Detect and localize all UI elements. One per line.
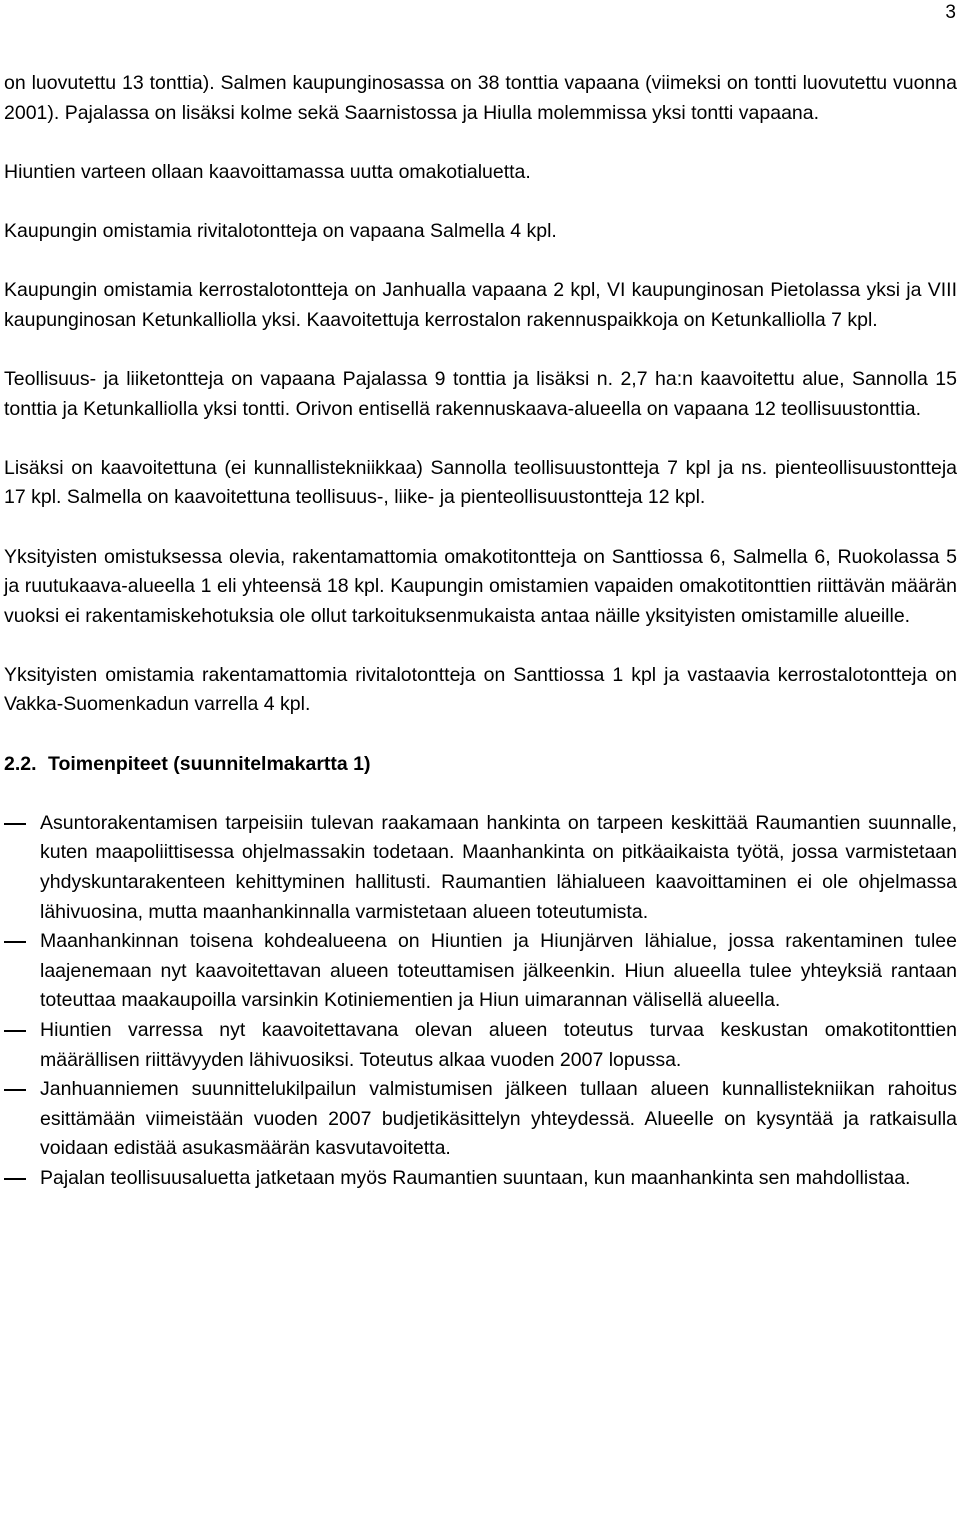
dash-bullet-icon [4, 1178, 26, 1180]
section-title: Toimenpiteet (suunnitelmakartta 1) [48, 752, 371, 775]
dash-bullet-icon [4, 823, 26, 825]
list-item [4, 809, 957, 927]
dash-bullet-icon [4, 941, 26, 943]
paragraph-lisaksi-kaavoitettuna: Lisäksi on kaavoitettuna (ei kunnallistekniikkaa) Sannolla teollisuustontteja 7 kpl ja ns. pienteollisuustontteja 17 kpl. Salmella on kaavoitettuna teollisuus-, liike- ja pienteollisuustontteja 12 kpl. [4, 456, 957, 509]
paragraph-hiuntie: Hiuntien varteen ollaan kaavoittamassa uutta omakotialuetta. [4, 160, 531, 183]
list-item [4, 927, 957, 1016]
list-item [4, 1164, 957, 1194]
list-item-text: Maanhankinnan toisena kohdealueena on Hiuntien ja Hiunjärven lähialue, jossa rakentaminen tulee laajenemaan nyt kaavoitettavan alueen toteuttamisen jälkeenkin. Hiun alueella tulee yhteyksiä rantaan toteuttaa maakaupoilla varsinkin Kotiniementien ja Hiun uimarannan välisellä alueella. [40, 930, 957, 1012]
dash-bullet-icon [4, 1089, 26, 1091]
list-item-text: Pajalan teollisuusaluetta jatketaan myös Raumantien suuntaan, kun maanhankinta sen mahdollistaa. [40, 1166, 911, 1189]
paragraph-yksityiset-omakotitontit: Yksityisten omistuksessa olevia, rakentamattomia omakotitontteja on Santtiossa 6, Salmella 6, Ruokolassa 5 ja ruutukaava-alueella 1 eli yhteensä 18 kpl. Kaupungin omistamien vapaiden omakotitonttien riittävän määrän vuoksi ei rakentamiskehotuksia ole ollut tarkoituksenmukaista antaa näille yksityisten omistamille alueille. [4, 545, 957, 627]
dash-bullet-icon [4, 1030, 26, 1032]
list-item-text: Asuntorakentamisen tarpeisiin tulevan raakamaan hankinta on tarpeen keskittää Raumantien suunnalle, kuten maapoliittisessa ohjelmassakin todetaan. Maanhankinta on pitkäaikaista työtä, jossa varmistetaan yhdyskuntarakenteen kehittyminen hallitusti. Raumantien lähialueen kaavoittaminen ei ole ohjelmassa lähivuosina, mutta maanhankinnalla varmistetaan alueen toteutumista. [40, 811, 957, 923]
page-number: 3 [945, 2, 956, 23]
paragraph-yksityiset-rivitalotontit: Yksityisten omistamia rakentamattomia rivitalotontteja on Santtiossa 1 kpl ja vastaavia kerrostalotontteja on Vakka-Suomenkadun varrella 4 kpl. [4, 663, 957, 716]
list-item [4, 1016, 957, 1075]
document-body [4, 69, 957, 1194]
list-item-text: Janhuanniemen suunnittelukilpailun valmistumisen jälkeen tullaan alueen kunnallistekniikan rahoitus esittämään viimeistään vuoden 2007 budjetikäsittelyn yhteydessä. Alueelle on kysyntää ja ratkaisulla voidaan edistää asukasmäärän kasvutavoitetta. [40, 1078, 957, 1160]
list-item-text: Hiuntien varressa nyt kaavoitettavana olevan alueen toteutus turvaa keskustan omakotitonttien määrällisen riittävyyden lähivuosiksi. Toteutus alkaa vuoden 2007 lopussa. [40, 1019, 957, 1071]
section-number: 2.2. [4, 752, 37, 775]
paragraph-tontit-vapaana: on luovutettu 13 tonttia). Salmen kaupunginosassa on 38 tonttia vapaana (viimeksi on tontti luovutettu vuonna 2001). Pajalassa on lisäksi kolme sekä Saarnistossa ja Hiulla molemmissa yksi tontti vapaana. [4, 72, 957, 124]
list-item [4, 1075, 957, 1164]
action-list [4, 809, 957, 1194]
paragraph-kerrostalotontit: Kaupungin omistamia kerrostalotontteja on Janhualla vapaana 2 kpl, VI kaupunginosan Pietolassa yksi ja VIII kaupunginosan Ketunkalliolla yksi. Kaavoitettuja kerrostalon rakennuspaikkoja on Ketunkalliolla 7 kpl. [4, 279, 957, 331]
section-heading [4, 750, 957, 780]
paragraph-teollisuustontit: Teollisuus- ja liiketontteja on vapaana Pajalassa 9 tonttia ja lisäksi n. 2,7 ha:n kaavoitettu alue, Sannolla 15 tonttia ja Ketunkalliolla yksi tontti. Orivon entisellä rakennuskaava-alueella on vapaana 12 teollisuustonttia. [4, 367, 957, 420]
paragraph-rivitalotontit: Kaupungin omistamia rivitalotontteja on vapaana Salmella 4 kpl. [4, 219, 557, 242]
